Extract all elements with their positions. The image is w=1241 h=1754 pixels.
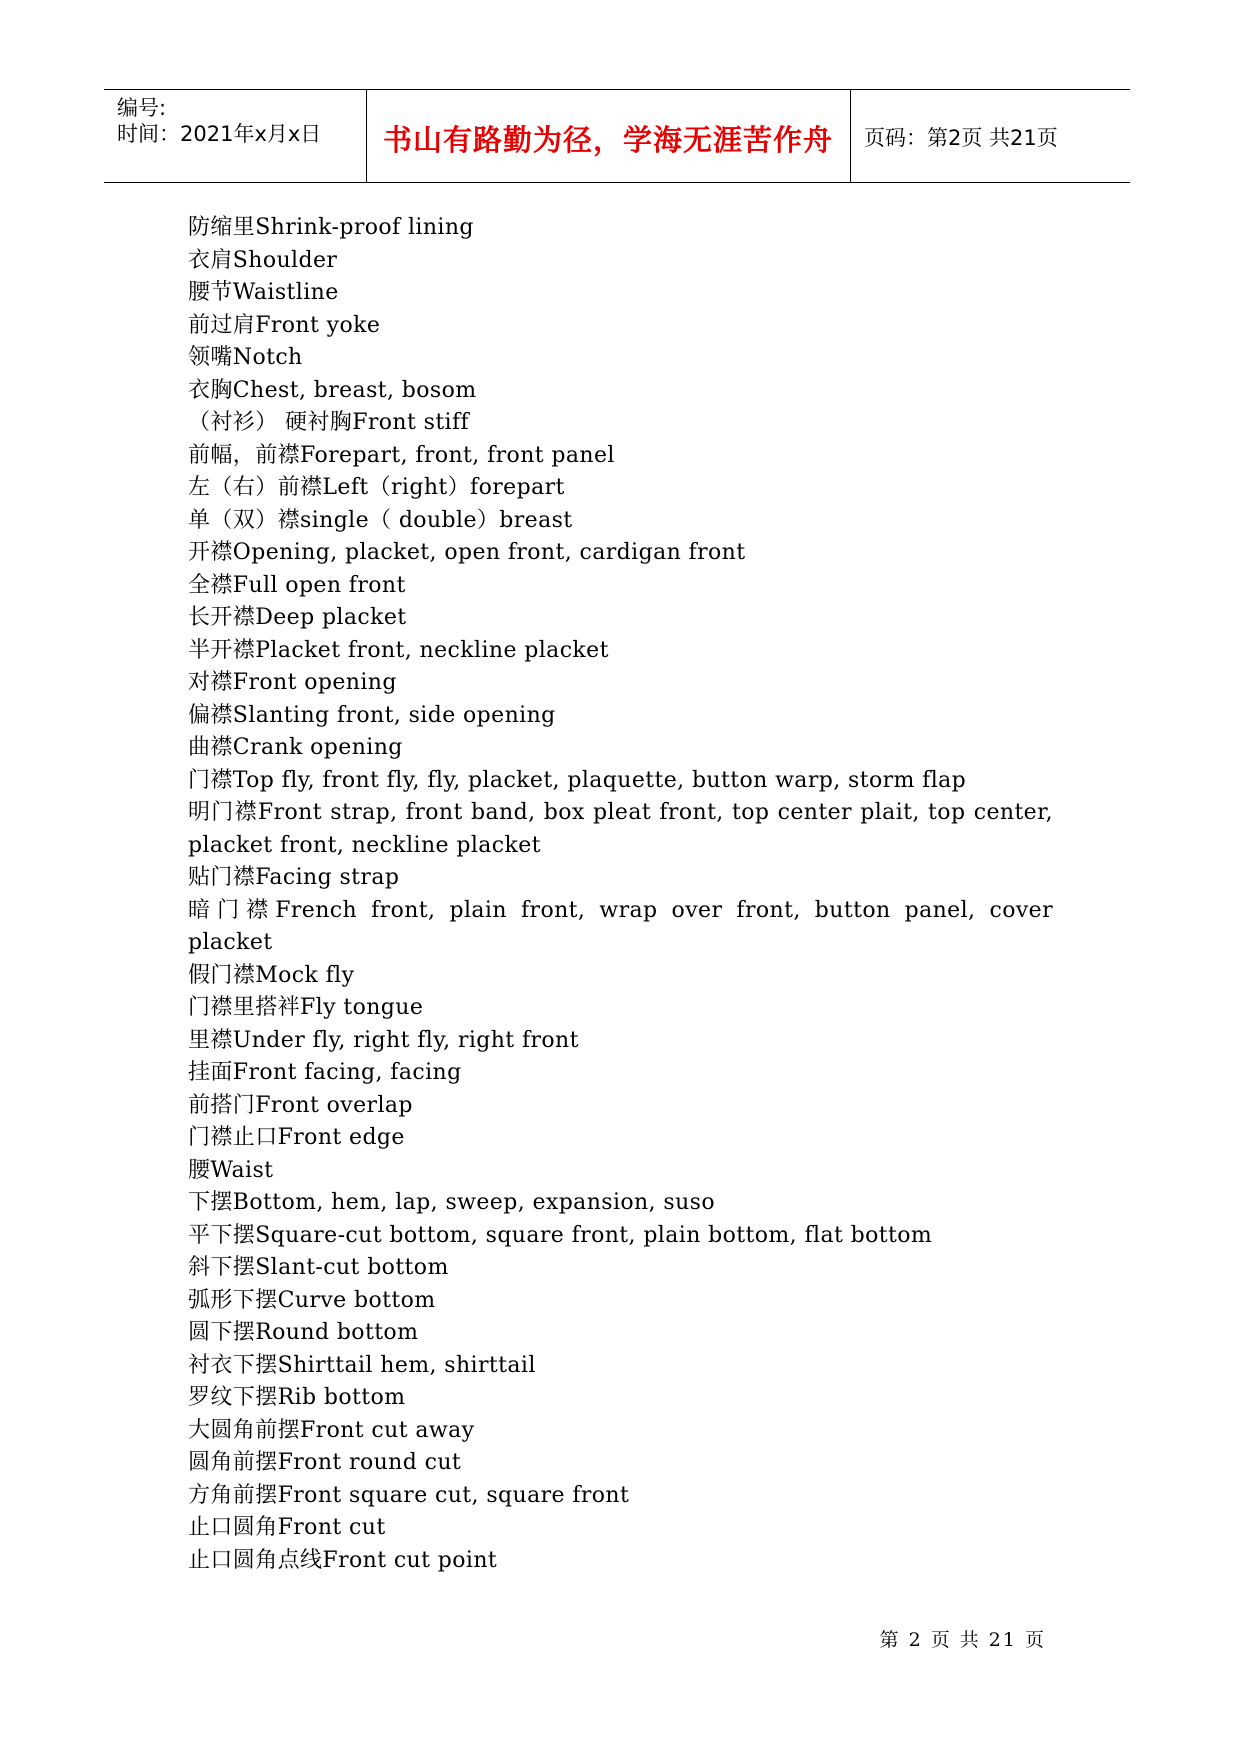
motto-text: 书山有路勤为径，学海无涯苦作舟 bbox=[382, 123, 833, 157]
glossary-line: 对襟Front opening bbox=[188, 670, 397, 695]
glossary-line: 前幅，前襟Forepart, front, front panel bbox=[188, 442, 615, 468]
glossary-line: 贴门襟Facing strap bbox=[188, 865, 400, 890]
glossary-line: 曲襟Crank opening bbox=[188, 735, 403, 760]
glossary-line: （衬衫） 硬衬胸Front stiff bbox=[188, 410, 470, 435]
doc-number-label: 编号: bbox=[117, 96, 167, 120]
glossary-line: 圆下摆Round bottom bbox=[188, 1320, 419, 1345]
doc-date-label: 时间：2021年x月x日 bbox=[117, 122, 322, 146]
glossary-line: 单（双）襟single（ double）breast bbox=[188, 507, 573, 533]
glossary-line: 衬衣下摆Shirttail hem, shirttail bbox=[188, 1352, 536, 1378]
glossary-line: 大圆角前摆Front cut away bbox=[188, 1417, 475, 1443]
glossary-line: 弧形下摆Curve bottom bbox=[188, 1287, 436, 1313]
glossary-line: 半开襟Placket front, neckline placket bbox=[188, 637, 609, 663]
glossary-line: 下摆Bottom, hem, lap, sweep, expansion, suso bbox=[188, 1190, 715, 1215]
glossary-line: 腰节Waistline bbox=[188, 280, 339, 305]
glossary-line: 全襟Full open front bbox=[188, 572, 406, 598]
glossary-line: 方角前摆Front square cut, square front bbox=[188, 1482, 630, 1508]
glossary-line: 腰Waist bbox=[188, 1157, 274, 1183]
glossary-line: 前搭门Front overlap bbox=[188, 1092, 413, 1118]
glossary-line: 暗门襟French front, plain front, wrap over front, button panel, cover placket bbox=[188, 897, 1053, 955]
glossary-line: 防缩里Shrink-proof lining bbox=[188, 215, 474, 240]
glossary-line: 挂面Front facing, facing bbox=[188, 1060, 462, 1085]
glossary-line: 前过肩Front yoke bbox=[188, 312, 381, 338]
glossary-line: 领嘴Notch bbox=[188, 345, 303, 370]
header-page-cell bbox=[851, 90, 1130, 182]
glossary-line: 里襟Under fly, right fly, right front bbox=[188, 1027, 579, 1053]
glossary-line: 假门襟Mock fly bbox=[188, 962, 355, 988]
glossary-line: 衣胸Chest, breast, bosom bbox=[188, 377, 477, 403]
glossary-line: 止口圆角Front cut bbox=[188, 1515, 386, 1540]
glossary-line: 斜下摆Slant-cut bottom bbox=[188, 1255, 449, 1280]
header-motto-cell bbox=[366, 90, 851, 182]
glossary-line: 衣肩Shoulder bbox=[188, 247, 338, 273]
glossary-line: 门襟Top fly, front fly, fly, placket, plaquette, button warp, storm flap bbox=[188, 767, 967, 793]
glossary-body bbox=[188, 212, 1053, 1577]
glossary-line: 左（右）前襟Left（right）forepart bbox=[188, 475, 565, 500]
glossary-line: 平下摆Square-cut bottom, square front, plain bottom, flat bottom bbox=[188, 1222, 933, 1248]
glossary-line: 开襟Opening, placket, open front, cardigan front bbox=[188, 540, 746, 565]
glossary-line: 止口圆角点线Front cut point bbox=[188, 1547, 498, 1573]
glossary-line: 偏襟Slanting front, side opening bbox=[188, 702, 556, 728]
glossary-line: 门襟止口Front edge bbox=[188, 1125, 405, 1150]
glossary-line: 罗纹下摆Rib bottom bbox=[188, 1385, 406, 1410]
page-footer: 第 2 页 共 21 页 bbox=[879, 1629, 1046, 1651]
page-code-label: 页码：第2页 共21页 bbox=[864, 126, 1058, 150]
glossary-line: 圆角前摆Front round cut bbox=[188, 1450, 462, 1475]
glossary-line: 门襟里搭袢Fly tongue bbox=[188, 995, 424, 1020]
header-info-cell bbox=[104, 90, 367, 182]
document-header bbox=[104, 89, 1130, 183]
glossary-line: 长开襟Deep placket bbox=[188, 605, 407, 630]
glossary-line: 明门襟Front strap, front band, box pleat front, top center plait, top center, placket front, neckline placket bbox=[188, 800, 1053, 858]
